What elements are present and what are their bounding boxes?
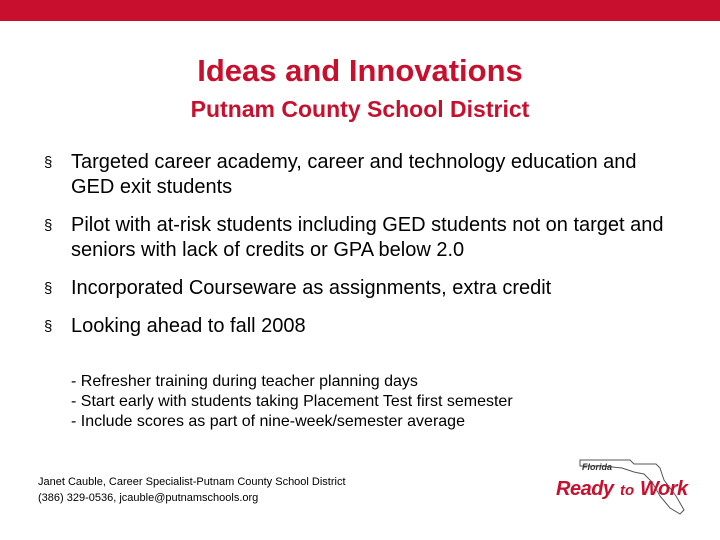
bullet-marker-icon: §: [44, 217, 53, 234]
bullet-marker-icon: §: [44, 318, 53, 335]
logo-florida-text: Florida: [582, 462, 613, 472]
sub-item: - Start early with students taking Placement Test first semester: [71, 393, 513, 410]
contact-phone-email-line: (386) 329-0536, jcauble@putnamschools.org: [38, 492, 259, 504]
contact-footer: [38, 474, 458, 506]
logo-ready-text: Ready: [556, 478, 614, 500]
bullet-text: Looking ahead to fall 2008: [71, 315, 306, 337]
bullet-marker-icon: §: [44, 280, 53, 297]
bullet-item: [44, 150, 684, 200]
logo-work-text: Work: [640, 478, 688, 500]
slide-title: Ideas and Innovations: [197, 53, 523, 88]
sub-item: - Refresher training during teacher planning days: [71, 373, 418, 390]
bullet-item: [44, 213, 684, 263]
sub-item-list: [71, 372, 671, 432]
bullet-list: [44, 150, 684, 352]
bullet-text: Incorporated Courseware as assignments, extra credit: [71, 277, 552, 299]
contact-name-line: Janet Cauble, Career Specialist-Putnam County School District: [38, 476, 346, 488]
bullet-text: Pilot with at-risk students including GED students not on target and seniors with lack of credits or GPA below 2.0: [71, 214, 664, 261]
bullet-marker-icon: §: [44, 154, 53, 171]
top-accent-bar: [0, 0, 720, 21]
sub-item: - Include scores as part of nine-week/semester average: [71, 413, 465, 430]
bullet-text: Targeted career academy, career and technology education and GED exit students: [71, 151, 637, 198]
logo-to-text: to: [620, 482, 635, 499]
florida-ready-to-work-logo: [552, 452, 708, 516]
bullet-item: [44, 314, 684, 339]
bullet-item: [44, 276, 684, 301]
slide-subtitle: Putnam County School District: [190, 96, 530, 122]
